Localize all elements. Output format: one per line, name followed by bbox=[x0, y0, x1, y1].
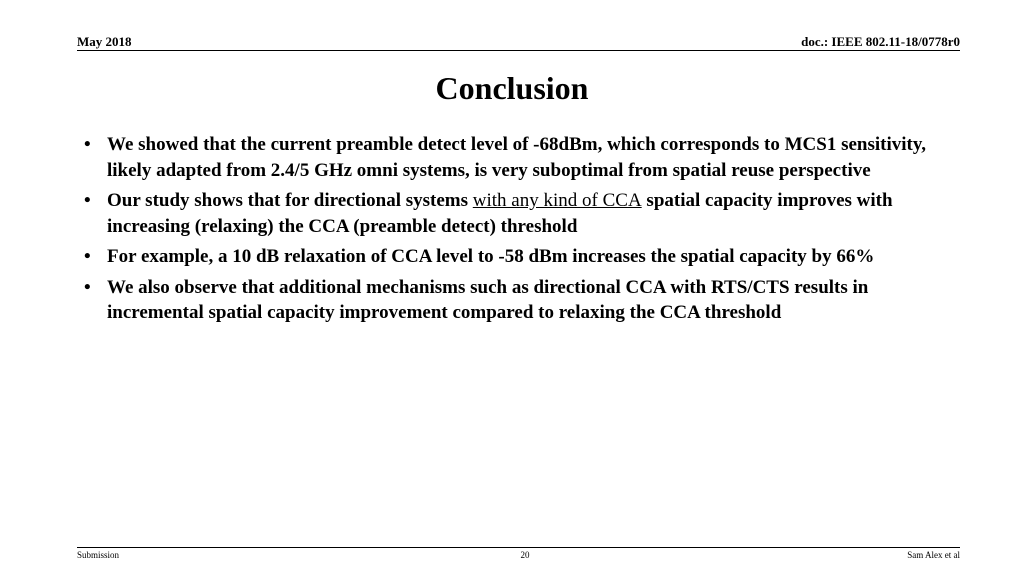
header-date: May 2018 bbox=[77, 34, 132, 49]
bullet-list bbox=[80, 132, 960, 331]
slide-title: Conclusion bbox=[435, 70, 589, 106]
bullet-text: We also observe that additional mechanisms such as directional CCA with RTS/CTS results in incremental spatial capacity improvement compared to relaxing the CCA threshold bbox=[107, 276, 869, 323]
bullet-text: For example, a 10 dB relaxation of CCA level to -58 dBm increases the spatial capacity by 66% bbox=[107, 246, 875, 267]
bullet-text-before: Our study shows that for directional systems bbox=[107, 190, 473, 211]
bullet-item-1 bbox=[80, 132, 960, 183]
header-doc-id: doc.: IEEE 802.11-18/0778r0 bbox=[801, 34, 960, 49]
bullet-marker: • bbox=[84, 190, 91, 211]
bullet-marker: • bbox=[84, 134, 91, 155]
footer-author: Sam Alex et al bbox=[907, 550, 960, 560]
bullet-text-underlined: with any kind of CCA bbox=[472, 190, 642, 211]
footer-submission: Submission bbox=[77, 550, 120, 560]
bullet-item-3 bbox=[80, 244, 960, 270]
bullet-marker: • bbox=[84, 276, 91, 298]
header-divider bbox=[77, 50, 960, 51]
footer-page-number: 20 bbox=[520, 550, 530, 560]
bullet-text-after: spatial capacity improves with increasing (relaxing) the CCA (preamble detect) threshold bbox=[107, 190, 893, 237]
bullet-text: We showed that the current preamble detect level of -68dBm, which corresponds to MCS1 sensitivity, likely adapted from 2.4/5 GHz omni systems, is very suboptimal from spatial reuse perspective bbox=[107, 134, 927, 181]
bullet-marker: • bbox=[84, 246, 91, 267]
footer-divider bbox=[77, 547, 960, 548]
bullet-item-2 bbox=[80, 188, 960, 239]
bullet-item-4 bbox=[80, 275, 960, 326]
